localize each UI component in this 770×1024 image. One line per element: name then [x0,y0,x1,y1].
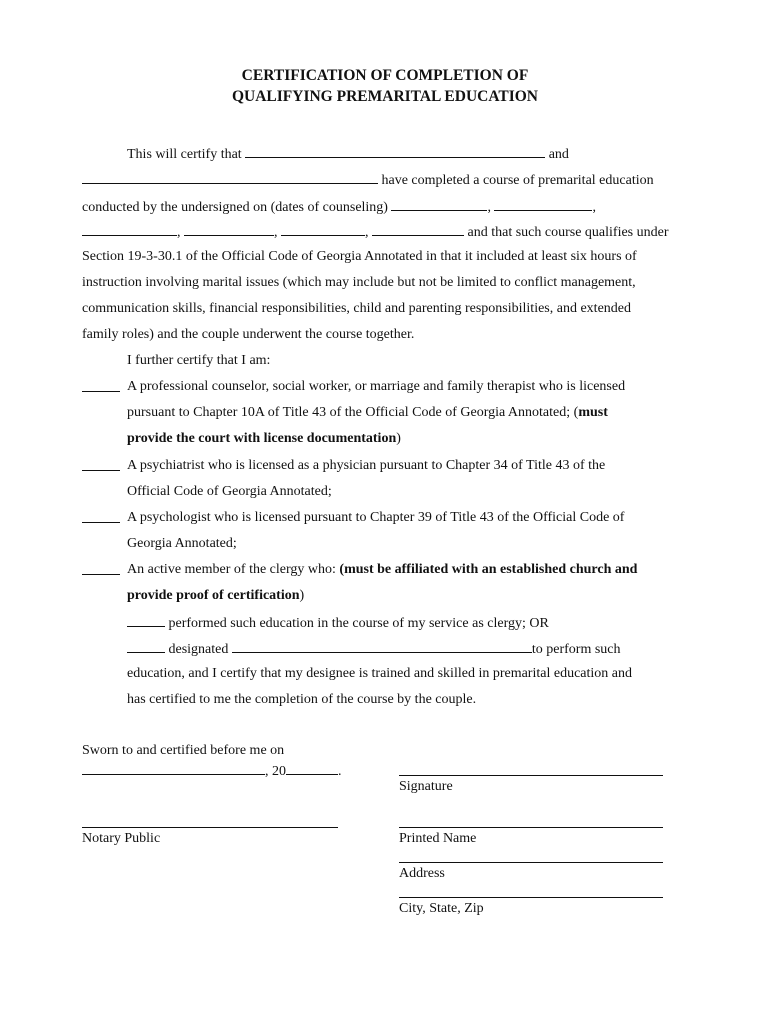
comma: , [274,225,278,240]
option-counselor-line-1 [82,378,120,398]
completed-text: have completed a course of premarital education [378,173,654,188]
comma: , [592,200,596,215]
year-prefix: , 20 [265,764,286,779]
comma: , [177,225,181,240]
printed-name-line[interactable] [399,827,663,828]
body-line-8: family roles) and the couple underwent the course together. [82,327,415,342]
performed-check-blank[interactable] [127,613,165,627]
dates-line-2 [82,222,669,242]
proof-text: provide proof of certification [127,588,300,603]
designee-text-1: education, and I certify that my designee is trained and skilled in premarital education and [127,666,632,681]
option-psychiatrist-text-2: Official Code of Georgia Annotated; [127,484,332,499]
body-line-7: communication skills, financial responsibilities, child and parenting responsibilities, and extended [82,301,631,316]
document-title-line-1: CERTIFICATION OF COMPLETION OF [241,67,529,84]
date-blank-6[interactable] [372,222,464,236]
body-line-5: Section 19-3-30.1 of the Official Code of Georgia Annotated in that it included at least six hours of [82,249,637,264]
qualifies-text: and that such course qualifies under [464,225,669,240]
further-certify: I further certify that I am: [127,353,271,368]
suboption-performed [127,613,549,633]
option-counselor-text-1: A professional counselor, social worker, or marriage and family therapist who is licensed [127,379,626,394]
notary-label: Notary Public [82,831,161,846]
city-line[interactable] [399,897,663,898]
signature-line[interactable] [399,775,663,776]
period: . [338,764,342,779]
designee-blank[interactable] [232,639,532,653]
clergy-check-blank[interactable] [82,561,120,575]
psychologist-check-blank[interactable] [82,509,120,523]
option-clergy-text-2 [127,587,304,605]
year-blank[interactable] [286,761,338,775]
designee-text-2: has certified to me the completion of the course by the couple. [127,692,477,707]
notary-line[interactable] [82,827,338,828]
certify-line [127,144,569,164]
option-counselor-text-2 [127,404,608,422]
psychiatrist-check-blank[interactable] [82,457,120,471]
clergy-text: An active member of the clergy who: [127,562,340,577]
counselor-text: pursuant to Chapter 10A of Title 43 of the Official Code of Georgia Annotated; ( [127,405,579,420]
sworn-date-line [82,761,342,781]
date-blank-4[interactable] [184,222,274,236]
designated-text: designated [165,642,232,657]
body-line-6: instruction involving marital issues (which may include but not be limited to conflict management, [82,275,636,290]
first-party-blank[interactable] [245,144,545,158]
performed-text: performed such education in the course of my service as clergy; OR [165,616,549,631]
paren-close: ) [396,431,401,446]
designated-check-blank[interactable] [127,639,165,653]
option-psychologist-text-1: A psychologist who is licensed pursuant to Chapter 39 of Title 43 of the Official Code of [127,510,625,525]
printed-name-label: Printed Name [399,831,477,846]
option-psychologist-text-2: Georgia Annotated; [127,536,237,551]
address-line[interactable] [399,862,663,863]
clergy-bold-text: (must be affiliated with an established church and [339,562,638,577]
document-title-line-2: QUALIFYING PREMARITAL EDUCATION [231,88,538,105]
license-doc-text: provide the court with license documentation [127,431,397,446]
perform-such-text: to perform such [531,642,621,657]
dates-label: conducted by the undersigned on (dates of counseling) [82,200,392,215]
completed-line [82,170,654,190]
date-blank-1[interactable] [391,197,487,211]
comma: , [487,200,491,215]
option-psychiatrist-text-1: A psychiatrist who is licensed as a physician pursuant to Chapter 34 of Title 43 of the [127,458,606,473]
certify-text: This will certify that [127,147,246,162]
suboption-designated [127,639,621,659]
date-blank-3[interactable] [82,222,177,236]
date-blank-5[interactable] [281,222,365,236]
sworn-date-blank[interactable] [82,761,265,775]
address-label: Address [399,866,445,881]
signature-label: Signature [399,779,453,794]
sworn-text: Sworn to and certified before me on [82,743,285,758]
counselor-check-blank[interactable] [82,378,120,392]
option-counselor-text-3 [127,430,401,448]
second-party-blank[interactable] [82,170,378,184]
option-clergy-text-1 [127,561,637,579]
comma: , [365,225,369,240]
city-label: City, State, Zip [399,901,484,916]
paren-close: ) [299,588,305,603]
option-clergy-check [82,561,120,581]
date-blank-2[interactable] [494,197,592,211]
must-text: must [578,405,608,420]
and-text: and [545,147,569,162]
option-psychiatrist-check [82,457,120,477]
option-psychologist-check [82,509,120,529]
dates-line [82,197,596,217]
